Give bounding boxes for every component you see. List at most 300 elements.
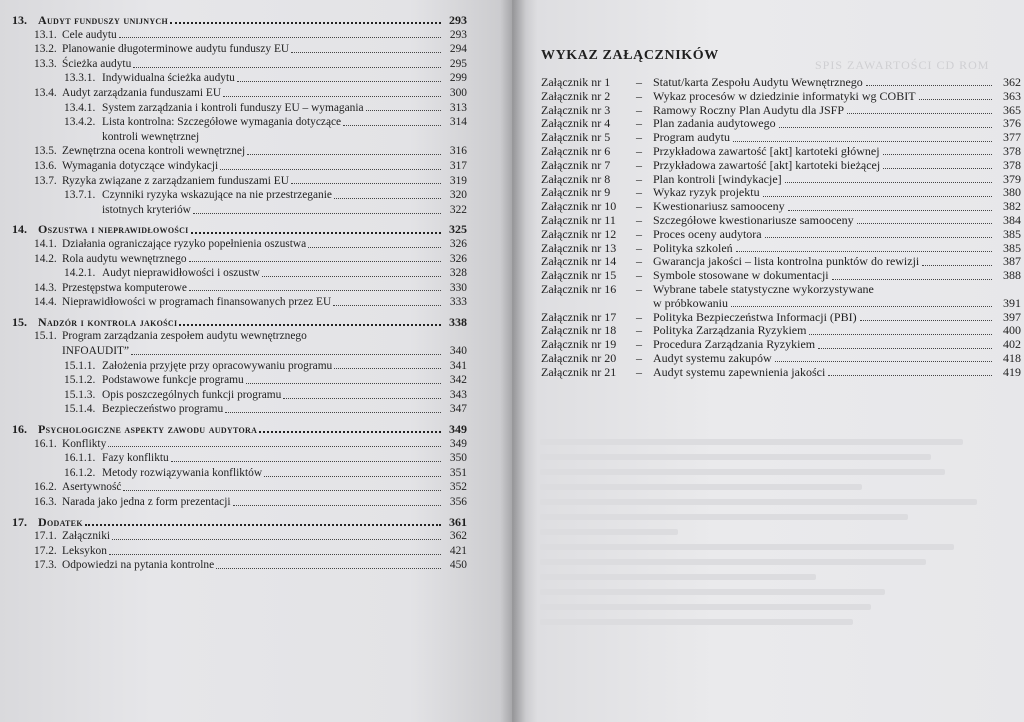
- appendix-title: Plan zadania audytowego: [653, 116, 776, 131]
- dot-leader: [216, 568, 441, 569]
- appendix-label: Załącznik nr 13: [541, 240, 617, 255]
- appendix-dash: –: [636, 157, 642, 172]
- toc-title: Opis poszczególnych funkcji programu: [102, 388, 282, 401]
- toc-title: Czynniki ryzyka wskazujące na nie przestrzeganie: [102, 189, 332, 202]
- appendix-page-number: 378: [1003, 143, 1021, 158]
- toc-title: Oszustwa i nieprawidłowości: [38, 222, 189, 237]
- toc-entry: [12, 402, 467, 417]
- appendix-entry: [541, 200, 1021, 214]
- toc-number: 13.2.: [34, 43, 57, 56]
- dot-leader: [775, 361, 992, 362]
- toc-number: 15.: [12, 314, 27, 329]
- toc-page-number: 295: [449, 57, 467, 70]
- appendix-entry: [541, 228, 1021, 242]
- appendix-page-number: 362: [1003, 75, 1021, 89]
- appendix-title: Symbole stosowane w dokumentacji: [653, 268, 829, 283]
- toc-entry: [12, 159, 467, 174]
- toc-title: Rola audytu wewnętrznego: [62, 252, 187, 265]
- appendix-dash: –: [636, 75, 642, 89]
- dot-leader: [731, 306, 992, 307]
- appendix-title: Kwestionariusz samooceny: [653, 199, 785, 214]
- dot-leader: [818, 348, 992, 349]
- toc-title: Ryzyka związane z zarządzaniem funduszami EU: [62, 174, 289, 187]
- dot-leader: [883, 154, 992, 155]
- appendix-dash: –: [636, 350, 642, 365]
- appendix-entry: [541, 131, 1021, 145]
- toc-title: Nadzór i kontrola jakości: [38, 314, 178, 329]
- appendix-page-number: 400: [1003, 323, 1021, 338]
- appendix-page-number: 418: [1003, 350, 1021, 365]
- toc-number: 15.1.3.: [64, 388, 96, 401]
- toc-number: 16.1.2.: [64, 466, 96, 479]
- appendix-title: Program audytu: [653, 130, 730, 145]
- toc-entry: [12, 252, 467, 267]
- appendix-title: Gwarancja jakości – lista kontrolna punktów do rewizji: [653, 254, 920, 269]
- toc-title: System zarządzania i kontroli funduszy EU – wymagania: [102, 101, 364, 114]
- appendix-label: Załącznik nr 14: [541, 254, 617, 269]
- appendix-label: Załącznik nr 11: [541, 212, 616, 227]
- dot-leader: [193, 213, 441, 214]
- toc-chapter: [12, 422, 467, 437]
- toc-number: 17.: [12, 514, 27, 529]
- toc-page-number: 293: [449, 13, 467, 27]
- toc-title: Założenia przyjęte przy opracowywaniu programu: [102, 359, 333, 372]
- toc-page-number: 316: [449, 145, 467, 158]
- toc-page-number: 325: [449, 222, 467, 237]
- appendix-entry: [541, 242, 1021, 256]
- toc-entry: [12, 480, 467, 495]
- toc-page-number: 340: [449, 345, 467, 358]
- appendix-dash: –: [636, 116, 642, 131]
- toc-page-number: 293: [449, 28, 467, 41]
- appendix-dash: –: [636, 199, 642, 214]
- toc-number: 14.2.: [34, 252, 57, 265]
- toc-entry: [12, 71, 467, 86]
- appendix-page-number: 376: [1003, 116, 1021, 131]
- appendix-title: Proces oceny audytora: [653, 226, 762, 241]
- toc-title: Dodatek: [38, 514, 83, 529]
- dot-leader: [847, 113, 992, 114]
- appendix-title: Przykładowa zawartość [akt] kartoteki bieżącej: [653, 157, 881, 172]
- toc-page-number: 300: [449, 86, 467, 99]
- toc-title: Asertywność: [62, 481, 122, 494]
- toc-title: Wymagania dotyczące windykacji: [62, 159, 219, 172]
- toc-page-number: 333: [449, 296, 467, 309]
- toc-chapter: [12, 13, 467, 28]
- toc-number: 14.2.1.: [64, 267, 96, 280]
- appendix-label: Załącznik nr 5: [541, 130, 611, 145]
- toc-title: Program zarządzania zespołem audytu wewnętrznego: [62, 330, 307, 343]
- toc-title: Lista kontrolna: Szczegółowe wymagania dotyczące: [102, 116, 342, 129]
- appendix-dash: –: [636, 226, 642, 241]
- toc-number: 13.5.: [34, 145, 57, 158]
- toc-title: Zewnętrzna ocena kontroli wewnętrznej: [62, 145, 246, 158]
- appendix-title: Statut/karta Zespołu Audytu Wewnętrznego: [653, 75, 863, 89]
- appendix-label: Załącznik nr 6: [541, 143, 611, 158]
- appendix-label: Załącznik nr 2: [541, 88, 611, 103]
- toc-entry: [12, 281, 467, 296]
- appendix-title: Przykładowa zawartość [akt] kartoteki głównej: [653, 143, 880, 158]
- toc-entry: [12, 295, 467, 310]
- dot-leader: [291, 183, 441, 184]
- appendix-page-number: 379: [1003, 171, 1021, 186]
- toc-title: Bezpieczeństwo programu: [102, 403, 224, 416]
- appendix-dash: –: [636, 323, 642, 338]
- appendix-title: Audyt systemu zapewnienia jakości: [653, 364, 826, 379]
- toc-page-number: 317: [449, 159, 467, 172]
- dot-leader: [246, 383, 441, 384]
- toc-number: 13.4.: [34, 86, 57, 99]
- appendix-page-number: 388: [1003, 268, 1021, 283]
- toc-number: 15.1.: [34, 330, 57, 343]
- appendix-dash: –: [636, 102, 642, 117]
- toc-number: 16.1.1.: [64, 452, 96, 465]
- appendix-page-number: 384: [1003, 212, 1021, 227]
- dot-leader: [189, 290, 441, 291]
- appendix-entry: [541, 255, 1021, 269]
- toc-page-number: 326: [449, 252, 467, 265]
- dot-leader: [291, 52, 441, 53]
- toc-entry: [12, 86, 467, 101]
- appendix-title: Procedura Zarządzania Ryzykiem: [653, 337, 816, 352]
- appendix-entry: [541, 90, 1021, 104]
- toc-chapter: [12, 222, 467, 237]
- appendix-page-number: 391: [1003, 295, 1021, 310]
- toc-number: 17.1.: [34, 530, 57, 543]
- appendix-entry: [541, 366, 1021, 380]
- dot-leader: [334, 368, 441, 369]
- toc-title: Metody rozwiązywania konfliktów: [102, 466, 263, 479]
- toc-title: Audyt nieprawidłowości i oszustw: [102, 267, 260, 280]
- appendix-label: Załącznik nr 1: [541, 75, 611, 89]
- appendix-label: Załącznik nr 10: [541, 199, 617, 214]
- appendix-label: Załącznik nr 17: [541, 309, 617, 324]
- dot-leader: [308, 247, 441, 248]
- toc-number: 15.1.4.: [64, 403, 96, 416]
- toc-title: Nieprawidłowości w programach finansowanych przez EU: [62, 296, 332, 309]
- appendix-page-number: 382: [1003, 199, 1021, 214]
- appendix-entry: [541, 186, 1021, 200]
- toc-page-number: 322: [449, 203, 467, 216]
- toc-page-number: 314: [449, 116, 467, 129]
- toc-title: INFOAUDIT”: [62, 345, 130, 358]
- toc-entry: [12, 28, 467, 43]
- appendix-entry: [541, 173, 1021, 187]
- appendix-list: [541, 48, 1021, 380]
- toc-page-number: 319: [449, 174, 467, 187]
- dot-leader: [343, 125, 441, 126]
- toc-number: 14.4.: [34, 296, 57, 309]
- appendix-title: Polityka Zarządzania Ryzykiem: [653, 323, 807, 338]
- toc-entry: [12, 266, 467, 281]
- appendix-page-number: 363: [1003, 88, 1021, 103]
- toc-entry: [12, 130, 467, 145]
- appendix-label: Załącznik nr 9: [541, 185, 611, 200]
- appendix-page-number: 397: [1003, 309, 1021, 324]
- dot-leader: [109, 554, 441, 555]
- toc-title: Planowanie długoterminowe audytu funduszy EU: [62, 43, 290, 56]
- appendix-entry: [541, 269, 1021, 283]
- appendix-page-number: 387: [1003, 254, 1021, 269]
- appendix-entry: [541, 311, 1021, 325]
- toc-entry: [12, 144, 467, 159]
- toc-entry: [12, 451, 467, 466]
- toc-number: 13.1.: [34, 28, 57, 41]
- toc-title: Leksykon: [62, 544, 107, 557]
- toc-page-number: 351: [449, 466, 467, 479]
- table-of-contents: [12, 8, 467, 573]
- appendix-label: Załącznik nr 12: [541, 226, 617, 241]
- toc-page-number: 343: [449, 388, 467, 401]
- appendix-page-number: 378: [1003, 157, 1021, 172]
- toc-page-number: 294: [449, 43, 467, 56]
- appendix-label: Załącznik nr 15: [541, 268, 617, 283]
- appendix-title: Audyt systemu zakupów: [653, 350, 772, 365]
- toc-entry: [12, 237, 467, 252]
- appendix-entry: [541, 297, 1021, 311]
- appendix-dash: –: [636, 185, 642, 200]
- ghost-heading-show-through: SPIS ZAWARTOŚCI CD ROM: [815, 58, 990, 72]
- toc-number: 15.1.2.: [64, 374, 96, 387]
- toc-title: Odpowiedzi na pytania kontrolne: [62, 559, 215, 572]
- toc-number: 13.4.2.: [64, 116, 96, 129]
- appendix-list-title: WYKAZ ZAŁĄCZNIKÓW: [541, 48, 719, 63]
- toc-page-number: 299: [449, 72, 467, 85]
- dot-leader: [334, 198, 441, 199]
- toc-page-number: 347: [449, 403, 467, 416]
- toc-page-number: 361: [449, 514, 467, 529]
- appendix-page-number: 402: [1003, 337, 1021, 352]
- appendix-label: Załącznik nr 8: [541, 171, 611, 186]
- toc-entry: [12, 115, 467, 130]
- toc-number: 13.: [12, 13, 27, 27]
- dot-leader: [262, 276, 441, 277]
- toc-entry: [12, 42, 467, 57]
- toc-number: 16.: [12, 422, 27, 437]
- dot-leader: [763, 196, 992, 197]
- appendix-title: Wykaz procesów w dziedzinie informatyki wg COBIT: [653, 88, 916, 103]
- appendix-label: Załącznik nr 19: [541, 337, 617, 352]
- toc-entry: [12, 174, 467, 189]
- toc-title: Cele audytu: [62, 28, 117, 41]
- appendix-label: Załącznik nr 18: [541, 323, 617, 338]
- dot-leader: [223, 96, 441, 97]
- appendix-dash: –: [636, 130, 642, 145]
- toc-number: 13.3.: [34, 57, 57, 70]
- dot-leader: [233, 505, 441, 506]
- dot-leader: [736, 251, 992, 252]
- dot-leader: [366, 110, 441, 111]
- dot-leader: [788, 210, 992, 211]
- toc-title: Ścieżka audytu: [62, 57, 132, 70]
- toc-entry: [12, 388, 467, 403]
- dot-leader: [333, 305, 441, 306]
- toc-title: Podstawowe funkcje programu: [102, 374, 244, 387]
- dot-leader: [131, 354, 441, 355]
- dot-leader: [189, 261, 441, 262]
- toc-page-number: 421: [449, 544, 467, 557]
- toc-page-number: 326: [449, 237, 467, 250]
- appendix-title: Szczegółowe kwestionariusze samooceny: [653, 212, 854, 227]
- dot-leader: [171, 461, 441, 462]
- toc-title: Działania ograniczające ryzyko popełnienia oszustwa: [62, 237, 307, 250]
- appendix-dash: –: [636, 171, 642, 186]
- toc-entry: [12, 437, 467, 452]
- toc-page-number: 349: [449, 422, 467, 437]
- toc-entry: [12, 57, 467, 72]
- appendix-entry: [541, 352, 1021, 366]
- appendix-dash: –: [636, 240, 642, 255]
- dot-leader: [832, 279, 992, 280]
- toc-page-number: 338: [449, 314, 467, 329]
- toc-number: 14.: [12, 222, 27, 237]
- dot-leader: [866, 85, 992, 86]
- toc-title: Audyt zarządzania funduszami EU: [62, 86, 222, 99]
- toc-entry: [12, 529, 467, 544]
- appendix-dash: –: [636, 281, 642, 296]
- dot-leader: [237, 81, 441, 82]
- appendix-entry: [541, 214, 1021, 228]
- dot-leader: [883, 168, 992, 169]
- appendix-entry: [541, 324, 1021, 338]
- toc-page-number: 342: [449, 374, 467, 387]
- dot-leader: [112, 539, 441, 540]
- dot-leader: [283, 398, 441, 399]
- appendix-dash: –: [636, 212, 642, 227]
- appendix-entry: [541, 117, 1021, 131]
- appendix-page-number: 365: [1003, 102, 1021, 117]
- appendix-label: Załącznik nr 4: [541, 116, 611, 131]
- toc-title: kontroli wewnętrznej: [102, 130, 200, 143]
- book-spine-gutter: [500, 0, 526, 722]
- appendix-title: Ramowy Roczny Plan Audytu dla JSFP: [653, 102, 845, 117]
- toc-entry: [12, 203, 467, 218]
- dot-leader: [860, 320, 992, 321]
- appendix-dash: –: [636, 88, 642, 103]
- dot-leader: [220, 169, 441, 170]
- dot-leader: [225, 412, 441, 413]
- toc-entry: [12, 188, 467, 203]
- toc-page-number: 350: [449, 452, 467, 465]
- appendix-title: Polityka Bezpieczeństwa Informacji (PBI): [653, 309, 857, 324]
- toc-page-number: 349: [449, 437, 467, 450]
- dot-leader: [828, 375, 992, 376]
- toc-number: 13.6.: [34, 159, 57, 172]
- toc-number: 13.4.1.: [64, 101, 96, 114]
- toc-page-number: 450: [449, 559, 467, 572]
- toc-page-number: 341: [449, 359, 467, 372]
- appendix-label: Załącznik nr 3: [541, 102, 611, 117]
- appendix-dash: –: [636, 364, 642, 379]
- toc-page-number: 330: [449, 281, 467, 294]
- dot-leader: [264, 476, 441, 477]
- appendix-dash: –: [636, 337, 642, 352]
- dot-leader: [765, 237, 992, 238]
- dot-leader: [259, 431, 441, 433]
- dot-leader: [809, 334, 992, 335]
- appendix-title: Plan kontroli [windykacje]: [653, 171, 782, 186]
- appendix-page-number: 385: [1003, 226, 1021, 241]
- toc-entry: [12, 495, 467, 510]
- toc-chapter: [12, 515, 467, 530]
- appendix-page-number: 380: [1003, 185, 1021, 200]
- appendix-label: Załącznik nr 21: [541, 364, 617, 379]
- toc-number: 13.7.: [34, 174, 57, 187]
- appendix-dash: –: [636, 143, 642, 158]
- toc-title: Narada jako jedna z form prezentacji: [62, 496, 231, 508]
- dot-leader: [922, 265, 992, 266]
- appendix-page-number: 377: [1003, 130, 1021, 145]
- dot-leader: [170, 22, 441, 24]
- toc-title: Przestępstwa komputerowe: [62, 281, 187, 294]
- toc-page-number: 356: [449, 496, 467, 508]
- toc-entry: [12, 544, 467, 559]
- toc-title: Konflikty: [62, 437, 107, 450]
- toc-title: Audyt funduszy unijnych: [38, 13, 169, 27]
- toc-page-number: 328: [449, 267, 467, 280]
- show-through-text-block: [540, 430, 1000, 710]
- toc-number: 16.1.: [34, 437, 57, 450]
- appendix-dash: –: [636, 309, 642, 324]
- appendix-label: Załącznik nr 16: [541, 281, 617, 296]
- toc-entry: [12, 359, 467, 374]
- toc-number: 14.3.: [34, 281, 57, 294]
- toc-chapter: [12, 315, 467, 330]
- dot-leader: [133, 67, 441, 68]
- toc-entry: [12, 329, 467, 344]
- toc-page-number: 320: [449, 189, 467, 202]
- appendix-title: Polityka szkoleń: [653, 240, 733, 255]
- toc-number: 13.7.1.: [64, 189, 96, 202]
- dot-leader: [119, 37, 441, 38]
- toc-entry: [12, 344, 467, 359]
- toc-page-number: 313: [449, 101, 467, 114]
- dot-leader: [779, 127, 992, 128]
- toc-title: Fazy konfliktu: [102, 452, 169, 465]
- dot-leader: [919, 99, 992, 100]
- dot-leader: [108, 446, 441, 447]
- appendix-page-number: 419: [1003, 364, 1021, 379]
- toc-title: Indywidualna ścieżka audytu: [102, 72, 235, 85]
- toc-number: 15.1.1.: [64, 359, 96, 372]
- appendix-title: w próbkowaniu: [653, 295, 728, 310]
- toc-number: 17.2.: [34, 544, 57, 557]
- toc-number: 16.3.: [34, 496, 57, 508]
- toc-entry: [12, 373, 467, 388]
- dot-leader: [85, 524, 441, 526]
- toc-title: istotnych kryteriów: [102, 203, 191, 216]
- dot-leader: [247, 154, 441, 155]
- toc-entry: [12, 466, 467, 481]
- appendix-label: Załącznik nr 20: [541, 350, 617, 365]
- toc-entry: [12, 558, 467, 573]
- toc-number: 14.1.: [34, 237, 57, 250]
- appendix-entry: [541, 145, 1021, 159]
- toc-number: 16.2.: [34, 481, 57, 494]
- dot-leader: [785, 182, 992, 183]
- toc-page-number: 352: [449, 481, 467, 494]
- toc-number: 13.3.1.: [64, 72, 96, 85]
- dot-leader: [733, 141, 992, 142]
- dot-leader: [857, 223, 992, 224]
- appendix-entry: [541, 338, 1021, 352]
- appendix-entry: [541, 76, 1021, 90]
- toc-entry: [12, 101, 467, 116]
- dot-leader: [191, 232, 441, 234]
- appendix-entry: [541, 104, 1021, 118]
- toc-title: Psychologiczne aspekty zawodu audytora: [38, 422, 258, 437]
- appendix-page-number: 385: [1003, 240, 1021, 255]
